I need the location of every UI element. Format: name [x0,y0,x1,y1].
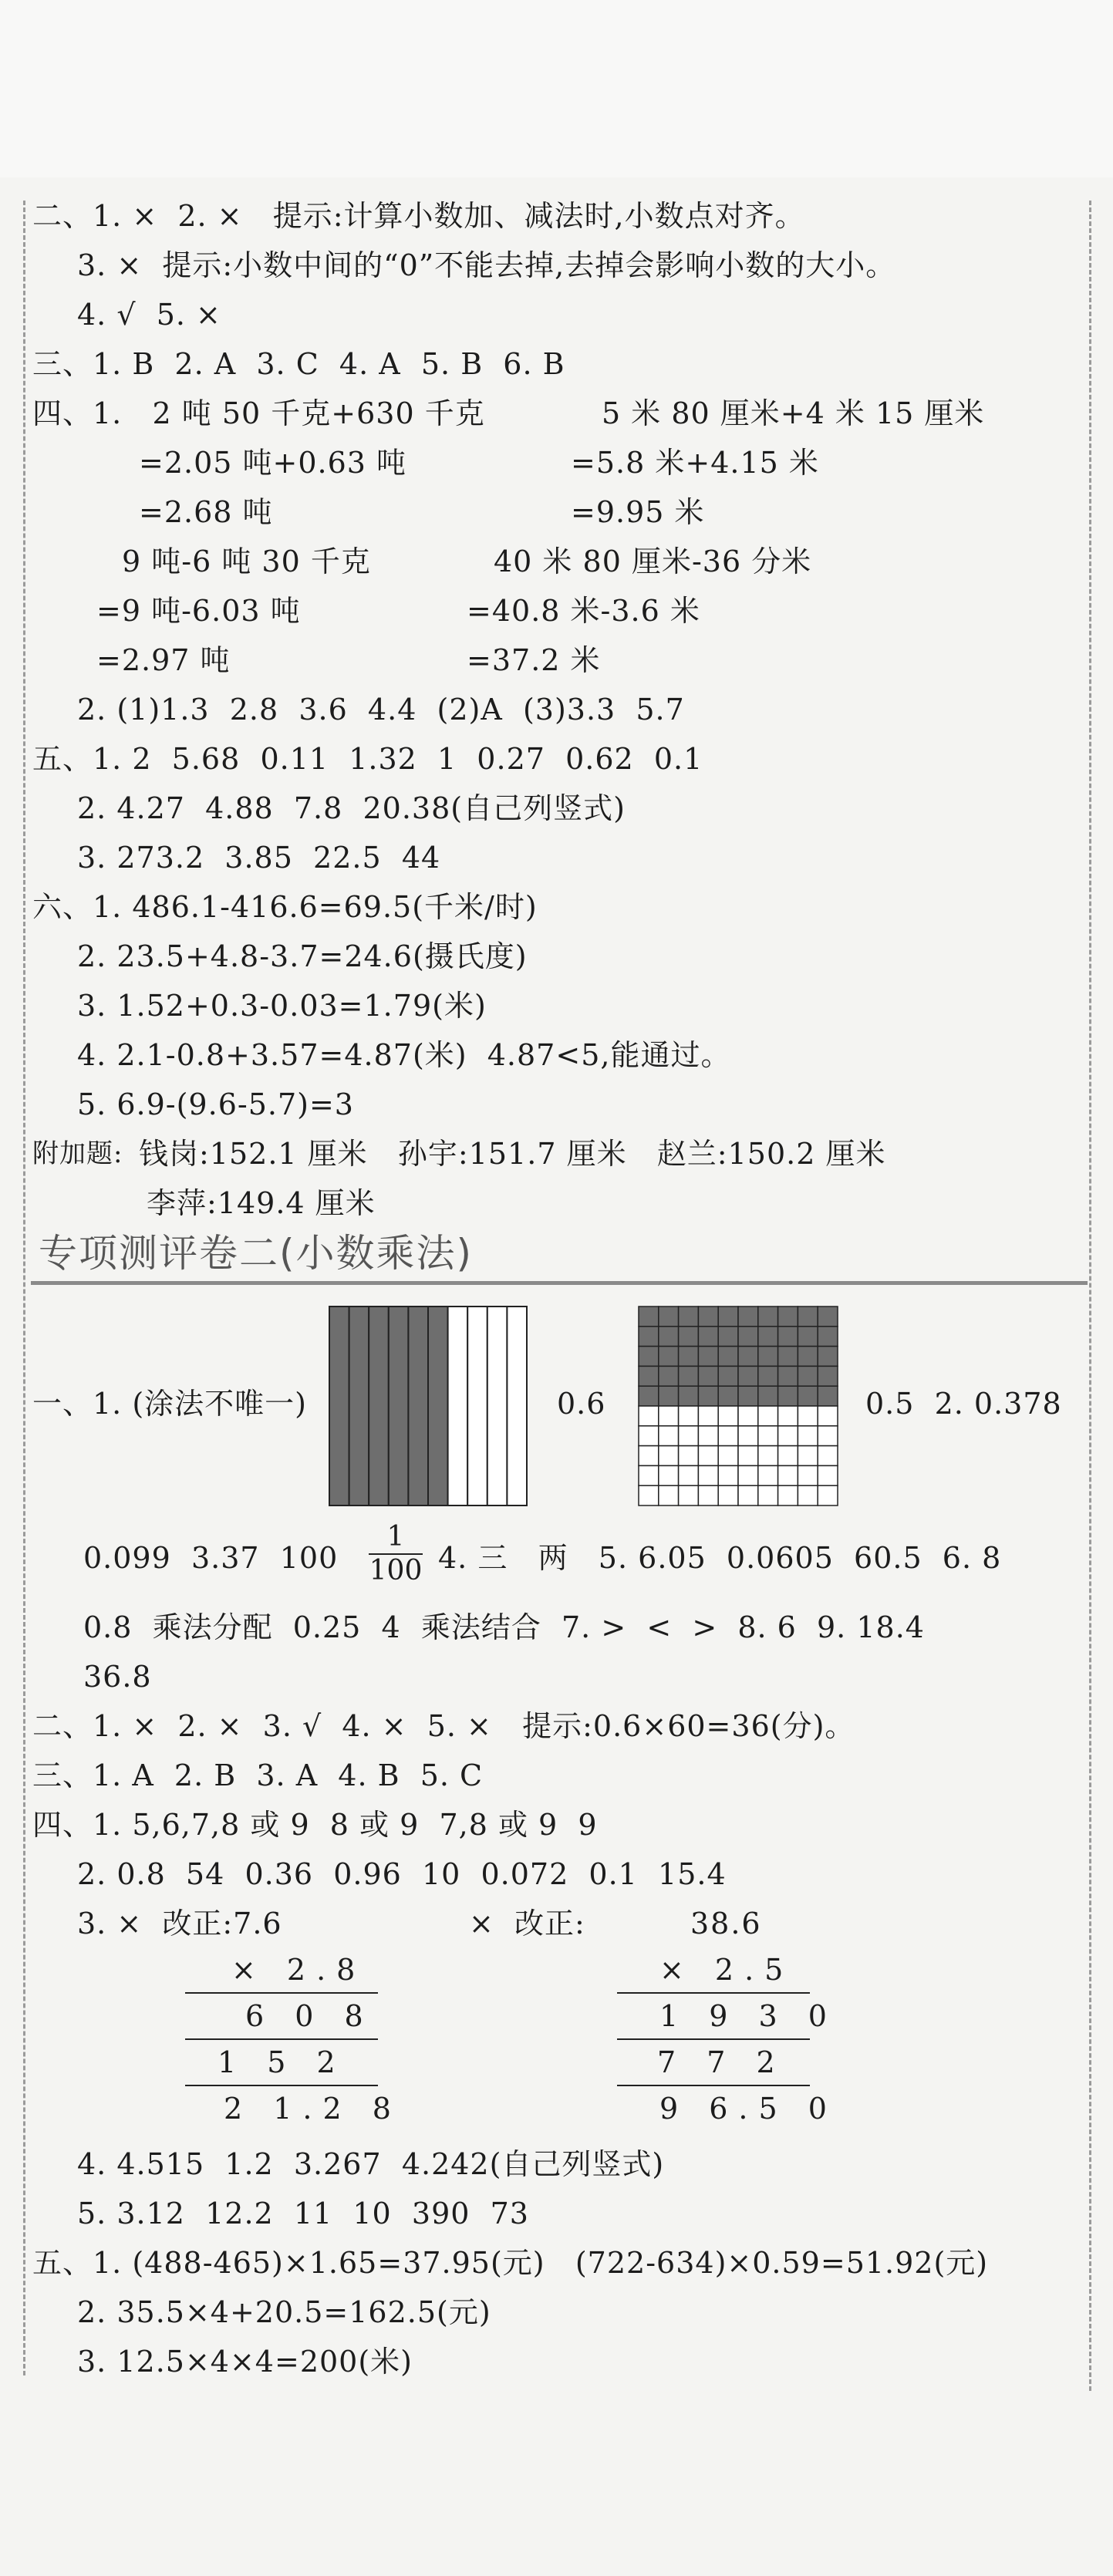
grid2-cell [659,1426,679,1446]
grid2-cell [718,1426,738,1446]
grid2-cell [659,1465,679,1485]
grid2-cell [698,1327,718,1347]
vm2-rule2 [617,2038,810,2040]
grid2-cell [818,1406,838,1426]
grid2-cell [659,1446,679,1466]
grid1-column [349,1307,369,1505]
grid2-cell [778,1366,798,1386]
grid2-cell [679,1485,699,1505]
grid1-column [369,1307,389,1505]
left-dashed-border [23,201,25,2375]
partB-s1-line2a: 0.099 3.37 100 [83,1541,339,1575]
grid2-cell [778,1446,798,1466]
grid2-cell [758,1465,778,1485]
vm2-row3: 7 7 2 [657,2045,786,2079]
section-banner [31,1230,1088,1280]
grid1-column [408,1307,428,1505]
grid2-cell [798,1426,818,1446]
grid2-cell [679,1347,699,1367]
vm2-row0: 38.6 [690,1907,762,1940]
grid2-cell [679,1426,699,1446]
grid2-cell [659,1307,679,1327]
vm1-rule3 [185,2085,378,2086]
grid2-cell [698,1426,718,1446]
grid2-cell [698,1406,718,1426]
grid2-cell [818,1327,838,1347]
grid2-cell [798,1406,818,1426]
grid2-cell [738,1465,758,1485]
grid2-cell [798,1446,818,1466]
partB-s1-value1: 0.6 [557,1387,606,1421]
grid2-cell [659,1347,679,1367]
grid2-cell [718,1366,738,1386]
grid2-cell [758,1347,778,1367]
grid2-cell [778,1465,798,1485]
grid2-cell [718,1347,738,1367]
grid2-cell [718,1406,738,1426]
grid2-cell [798,1386,818,1406]
section6-line4: 4. 2.1-0.8+3.57=4.87(米) 4.87<5,能通过。 [77,1038,731,1072]
vm1-row4: 2 1.2 8 [224,2092,402,2126]
grid2-cell [818,1465,838,1485]
grid2-cell [639,1307,659,1327]
grid2-cell [659,1366,679,1386]
partB-s4-line3a: 3. × 改正:7.6 [77,1907,282,1940]
grid2-cell [758,1406,778,1426]
grid2-cell [758,1446,778,1466]
grid2-cell [698,1366,718,1386]
section4-line3b: =9.95 米 [571,495,705,529]
grid2-cell [639,1465,659,1485]
section4-line4a: 9 吨-6 吨 30 千克 [122,545,371,578]
section4-line6b: =37.2 米 [467,643,601,677]
vm1-rule2 [185,2038,378,2040]
grid2-cell [738,1347,758,1367]
partB-s5-line3: 3. 12.5×4×4=200(米) [77,2345,413,2379]
vm1-row2: 6 0 8 [245,1999,374,2033]
grid2-cell [818,1307,838,1327]
grid2-cell [758,1485,778,1505]
fraction-numerator: 1 [369,1521,423,1555]
grid2-cell [758,1426,778,1446]
grid2-cell [798,1307,818,1327]
grid2-cell [718,1386,738,1406]
grid2-cell [639,1347,659,1367]
section4-line3a: =2.68 吨 [139,495,273,529]
grid2-cell [758,1307,778,1327]
top-blank-band [0,0,1113,177]
grid1-column [428,1307,448,1505]
grid2-cell [738,1446,758,1466]
grid2-cell [818,1485,838,1505]
vm1-row3: 1 5 2 [218,2045,346,2079]
fraction-1-100 [369,1521,423,1587]
section3-line1: 三、1. B 2. A 3. C 4. A 5. B 6. B [32,347,565,381]
partB-s4-line3b: × 改正: [469,1907,585,1940]
section4-line5a: =9 吨-6.03 吨 [96,594,301,628]
grid1-column [389,1307,409,1505]
section6-line3: 3. 1.52+0.3-0.03=1.79(米) [77,989,487,1023]
grid2-cell [639,1366,659,1386]
grid2-cell [698,1485,718,1505]
grid2-cell [818,1386,838,1406]
vm1-rule1 [185,1992,378,1994]
grid1-column [329,1307,349,1505]
grid1-column [487,1307,508,1505]
grid2-cell [718,1327,738,1347]
partB-s4-line2: 2. 0.8 54 0.36 0.96 10 0.072 0.1 15.4 [77,1857,727,1891]
grid2-cell [798,1465,818,1485]
grid2-cell [698,1347,718,1367]
grid2-cell [718,1307,738,1327]
grid2-cell [679,1465,699,1485]
section2-line3: 4. √ 5. × [77,298,221,332]
grid2-cell [679,1327,699,1347]
grid2-cell [738,1307,758,1327]
grid2-cell [778,1426,798,1446]
grid2-cell [679,1446,699,1466]
grid1-column [507,1307,527,1505]
grid2-cell [698,1446,718,1466]
partB-s1-line4: 36.8 [83,1660,152,1694]
grid2-cell [738,1327,758,1347]
grid2-cell [778,1406,798,1426]
grid2-cell [798,1327,818,1347]
grid2-cell [679,1307,699,1327]
grid2-cell [798,1485,818,1505]
bonus-line1: 钱岗:152.1 厘米 孙宇:151.7 厘米 赵兰:150.2 厘米 [139,1137,886,1171]
partB-s4-line5: 5. 3.12 12.2 11 10 390 73 [77,2197,529,2230]
grid2-cell [758,1366,778,1386]
section5-line2: 2. 4.27 4.88 7.8 20.38(自己列竖式) [77,791,626,825]
grid2-cell [659,1406,679,1426]
grid1-column [448,1307,468,1505]
grid2-cell [639,1327,659,1347]
partB-s1-line3: 0.8 乘法分配 0.25 4 乘法结合 7. > < > 8. 6 9. 18.4 [83,1610,925,1644]
partB-s4-line4: 4. 4.515 1.2 3.267 4.242(自己列竖式) [77,2147,665,2181]
section4-line1b: 5 米 80 厘米+4 米 15 厘米 [602,396,985,430]
partB-s1-value2: 0.5 2. 0.378 [865,1387,1062,1421]
grid2-cell [818,1366,838,1386]
grid2-cell [778,1327,798,1347]
banner-rule [31,1281,1088,1285]
vm2-rule3 [617,2085,810,2086]
section2-line1: 二、1. × 2. × 提示:计算小数加、减法时,小数点对齐。 [32,199,805,233]
section6-line5: 5. 6.9-(9.6-5.7)=3 [77,1087,354,1121]
grid2-cell [679,1366,699,1386]
section4-line2a: =2.05 吨+0.63 吨 [139,446,407,480]
grid2-cell [698,1386,718,1406]
vm2-row4: 9 6.5 0 [659,2092,838,2126]
section4-line1a: 四、1. 2 吨 50 千克+630 千克 [32,396,485,430]
grid2-cell [818,1426,838,1446]
section4-line2b: =5.8 米+4.15 米 [571,446,819,480]
grid2-cell [778,1485,798,1505]
right-dashed-border [1089,201,1091,2391]
grid2-cell [818,1347,838,1367]
grid2-cell [698,1465,718,1485]
partB-s3: 三、1. A 2. B 3. A 4. B 5. C [32,1758,484,1792]
grid2-cell [639,1426,659,1446]
banner-title: 专项测评卷二(小数乘法) [39,1231,474,1276]
grid2-cell [639,1485,659,1505]
section4-line5b: =40.8 米-3.6 米 [467,594,700,628]
partB-s1-prefix: 一、1. (涂法不唯一) [32,1387,307,1421]
grid2-cell [758,1327,778,1347]
section2-line2: 3. × 提示:小数中间的“0”不能去掉,去掉会影响小数的大小。 [77,248,896,282]
grid2-cell [738,1366,758,1386]
grid2-cell [639,1406,659,1426]
partB-s4-line1: 四、1. 5,6,7,8 或 9 8 或 9 7,8 或 9 9 [32,1808,598,1842]
grid2-cell [698,1307,718,1327]
grid2-cell [639,1386,659,1406]
partB-s5-line2: 2. 35.5×4+20.5=162.5(元) [77,2295,491,2329]
grid2-cell [778,1347,798,1367]
section6-line1: 六、1. 486.1-416.6=69.5(千米/时) [32,890,538,924]
column-grid-figure [328,1305,528,1507]
grid2-cell [778,1386,798,1406]
section6-line2: 2. 23.5+4.8-3.7=24.6(摄氏度) [77,939,528,973]
vm2-row2: 1 9 3 0 [659,1999,838,2033]
partB-s1-line2b: 4. 三 两 5. 6.05 0.0605 60.5 6. 8 [438,1541,1002,1575]
partB-s5-line1: 五、1. (488-465)×1.65=37.95(元) (722-634)×0.59=51.92(元) [32,2246,989,2280]
grid2-cell [738,1386,758,1406]
grid2-cell [718,1446,738,1466]
grid1-column [467,1307,487,1505]
grid2-cell [818,1446,838,1466]
vm1-row1: × 2.8 [231,1953,366,1987]
grid2-cell [639,1446,659,1466]
section4-line4b: 40 米 80 厘米-36 分米 [494,545,812,578]
bonus-label: 附加题: [32,1138,123,1169]
grid2-cell [798,1366,818,1386]
grid2-cell [659,1386,679,1406]
grid2-cell [798,1347,818,1367]
grid2-cell [738,1485,758,1505]
grid2-cell [718,1465,738,1485]
grid2-cell [679,1386,699,1406]
grid2-cell [659,1327,679,1347]
bonus-line2: 李萍:149.4 厘米 [147,1186,376,1220]
section4-line7: 2. (1)1.3 2.8 3.6 4.4 (2)A (3)3.3 5.7 [77,693,685,727]
grid2-cell [778,1307,798,1327]
grid2-cell [659,1485,679,1505]
vm2-row1: × 2.5 [659,1953,794,1987]
square-grid-figure [637,1305,839,1507]
grid2-cell [738,1406,758,1426]
section5-line1: 五、1. 2 5.68 0.11 1.32 1 0.27 0.62 0.1 [32,742,703,776]
grid2-cell [679,1406,699,1426]
section4-line6a: =2.97 吨 [96,643,231,677]
section5-line3: 3. 273.2 3.85 22.5 44 [77,841,441,875]
grid2-cell [758,1386,778,1406]
fraction-denominator: 100 [369,1555,423,1586]
grid2-cell [718,1485,738,1505]
vm2-rule1 [617,1992,810,1994]
partB-s2: 二、1. × 2. × 3. √ 4. × 5. × 提示:0.6×60=36(分)。 [32,1709,855,1743]
grid2-cell [738,1426,758,1446]
